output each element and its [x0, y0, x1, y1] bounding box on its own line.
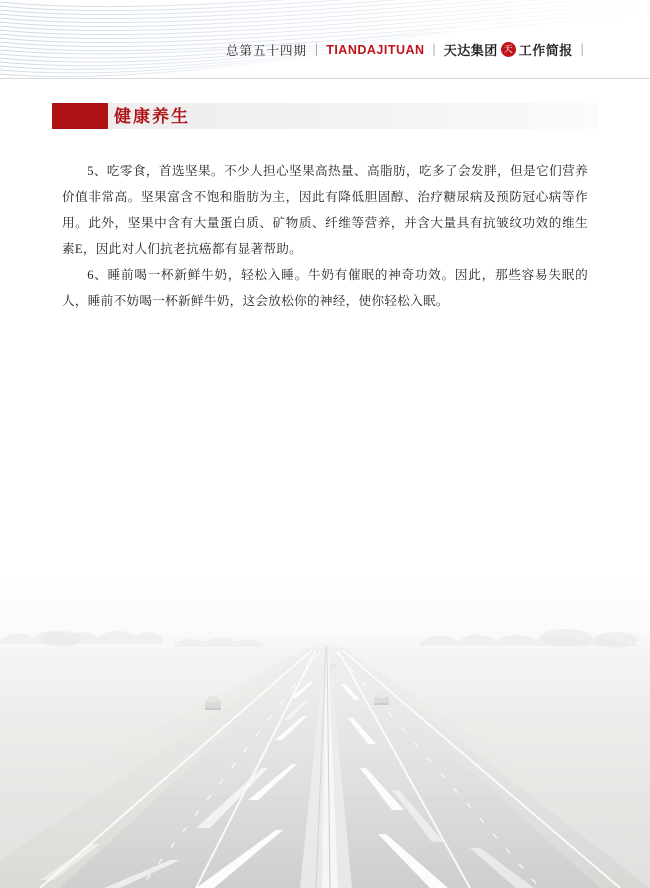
masthead-separator-1: |: [315, 41, 319, 57]
highway-photo-graphic: [0, 468, 650, 888]
masthead-separator-3: |: [580, 41, 584, 57]
section-header-bar: [52, 103, 598, 129]
tianda-circle-logo-icon: [501, 42, 516, 57]
section-accent-block: [52, 103, 108, 129]
page-header: [0, 0, 650, 90]
highway-photo: [0, 468, 650, 888]
article-body: [62, 158, 588, 314]
article-paragraph: 5、吃零食，首选坚果。不少人担心坚果高热量、高脂肪，吃多了会发胖，但是它们营养价值非常高。坚果富含不饱和脂肪为主，因此有降低胆固醇、治疗糖尿病及预防冠心病等作用。此外，坚果中含有大量蛋白质、矿物质、纤维等营养，并含大量具有抗皱纹功效的维生素E，因此对人们抗老抗癌都有显著帮助。: [62, 164, 588, 256]
bulletin-title: 工作简报: [518, 43, 573, 58]
section-title: 健康养生: [114, 107, 190, 126]
masthead-separator-2: |: [432, 41, 436, 57]
header-divider: [0, 78, 650, 79]
issue-number: 总第五十四期: [225, 43, 307, 58]
masthead: [226, 40, 592, 59]
article-paragraph: 6、睡前喝一杯新鲜牛奶，轻松入睡。牛奶有催眠的神奇功效。因此，那些容易失眠的人，睡前不妨喝一杯新鲜牛奶，这会放松你的神经，使你轻松入眠。: [62, 268, 588, 308]
company-pinyin: TIANDAJITUAN: [326, 42, 425, 57]
company-name: 天达集团: [443, 43, 498, 58]
